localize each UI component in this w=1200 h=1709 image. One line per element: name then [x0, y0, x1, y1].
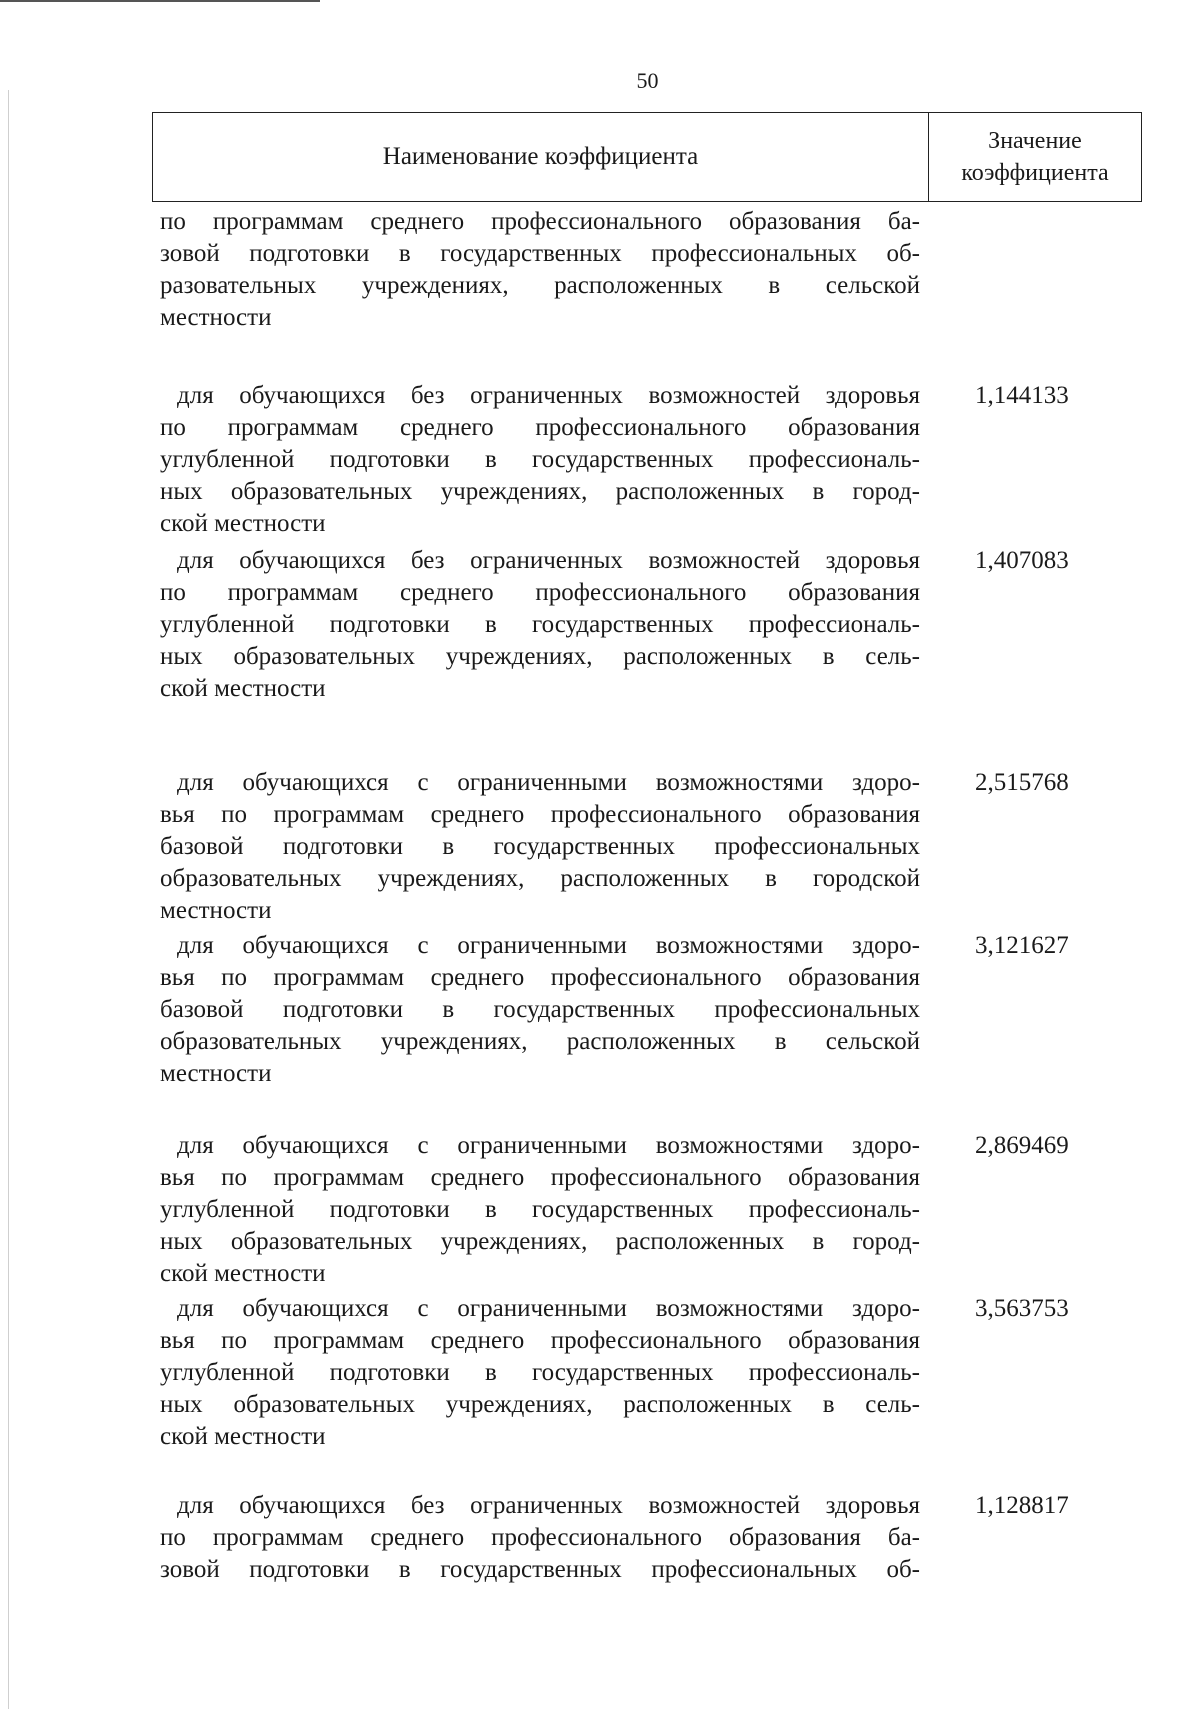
- text-line: ской местности: [160, 1260, 326, 1287]
- coefficient-value: 2,515768: [975, 769, 1069, 796]
- text-line: базовой подготовки в государственных профессиональных: [160, 996, 920, 1023]
- coefficient-value: 1,407083: [975, 547, 1069, 574]
- table-row-description: [160, 206, 920, 334]
- text-line: углубленной подготовки в государственных профессиональ-: [160, 446, 920, 473]
- coefficient-value: 2,869469: [975, 1132, 1069, 1159]
- text-line: для обучающихся с ограниченными возможностями здоро-: [177, 1132, 920, 1159]
- header-value-line2: коэффициента: [961, 160, 1109, 186]
- table-header: [152, 112, 1142, 202]
- text-line: углубленной подготовки в государственных профессиональ-: [160, 611, 920, 638]
- header-coefficient-value: [929, 113, 1141, 201]
- coefficient-value: 3,121627: [975, 932, 1069, 959]
- text-line: ных образовательных учреждениях, расположенных в сель-: [160, 643, 920, 670]
- page-number: 50: [636, 68, 659, 93]
- text-line: ных образовательных учреждениях, расположенных в город-: [160, 478, 920, 505]
- table-row-description: [160, 545, 920, 705]
- text-line: для обучающихся с ограниченными возможностями здоро-: [177, 932, 920, 959]
- text-line: ных образовательных учреждениях, расположенных в сель-: [160, 1391, 920, 1418]
- text-line: зовой подготовки в государственных профессиональных об-: [160, 1556, 920, 1583]
- table-row-description: [160, 1130, 920, 1290]
- text-line: углубленной подготовки в государственных профессиональ-: [160, 1196, 920, 1223]
- table-row-description: [160, 767, 920, 927]
- header-coefficient-name: Наименование коэффициента: [382, 143, 699, 170]
- text-line: по программам среднего профессионального образования: [160, 414, 920, 441]
- text-line: базовой подготовки в государственных профессиональных: [160, 833, 920, 860]
- text-line: вья по программам среднего профессионального образования: [160, 1327, 920, 1354]
- text-line: образовательных учреждениях, расположенных в сельской: [160, 1028, 920, 1055]
- table-row-description: [160, 930, 920, 1090]
- text-line: местности: [160, 304, 272, 331]
- text-line: вья по программам среднего профессионального образования: [160, 964, 920, 991]
- coefficient-value: 1,144133: [975, 382, 1069, 409]
- coefficient-value: 3,563753: [975, 1295, 1069, 1322]
- scan-edge-top: [0, 0, 320, 2]
- text-line: местности: [160, 897, 272, 924]
- header-value-line1: Значение: [988, 128, 1082, 154]
- scan-edge-left: [8, 90, 9, 1709]
- coefficient-value: 1,128817: [975, 1492, 1069, 1519]
- text-line: для обучающихся без ограниченных возможностей здоровья: [177, 1492, 920, 1519]
- text-line: ных образовательных учреждениях, расположенных в город-: [160, 1228, 920, 1255]
- text-line: по программам среднего профессионального образования ба-: [160, 1524, 920, 1551]
- text-line: для обучающихся без ограниченных возможностей здоровья: [177, 382, 920, 409]
- table-row-description: [160, 1490, 920, 1586]
- text-line: образовательных учреждениях, расположенных в городской: [160, 865, 920, 892]
- text-line: для обучающихся с ограниченными возможностями здоро-: [177, 769, 920, 796]
- text-line: по программам среднего профессионального образования ба-: [160, 208, 920, 235]
- text-line: ской местности: [160, 1423, 326, 1450]
- table-row-description: [160, 380, 920, 540]
- text-line: ской местности: [160, 510, 326, 537]
- text-line: углубленной подготовки в государственных профессиональ-: [160, 1359, 920, 1386]
- text-line: зовой подготовки в государственных профессиональных об-: [160, 240, 920, 267]
- text-line: ской местности: [160, 675, 326, 702]
- text-line: для обучающихся с ограниченными возможностями здоро-: [177, 1295, 920, 1322]
- table-row-description: [160, 1293, 920, 1453]
- text-line: разовательных учреждениях, расположенных в сельской: [160, 272, 920, 299]
- text-line: местности: [160, 1060, 272, 1087]
- text-line: по программам среднего профессионального образования: [160, 579, 920, 606]
- text-line: вья по программам среднего профессионального образования: [160, 1164, 920, 1191]
- text-line: вья по программам среднего профессионального образования: [160, 801, 920, 828]
- text-line: для обучающихся без ограниченных возможностей здоровья: [177, 547, 920, 574]
